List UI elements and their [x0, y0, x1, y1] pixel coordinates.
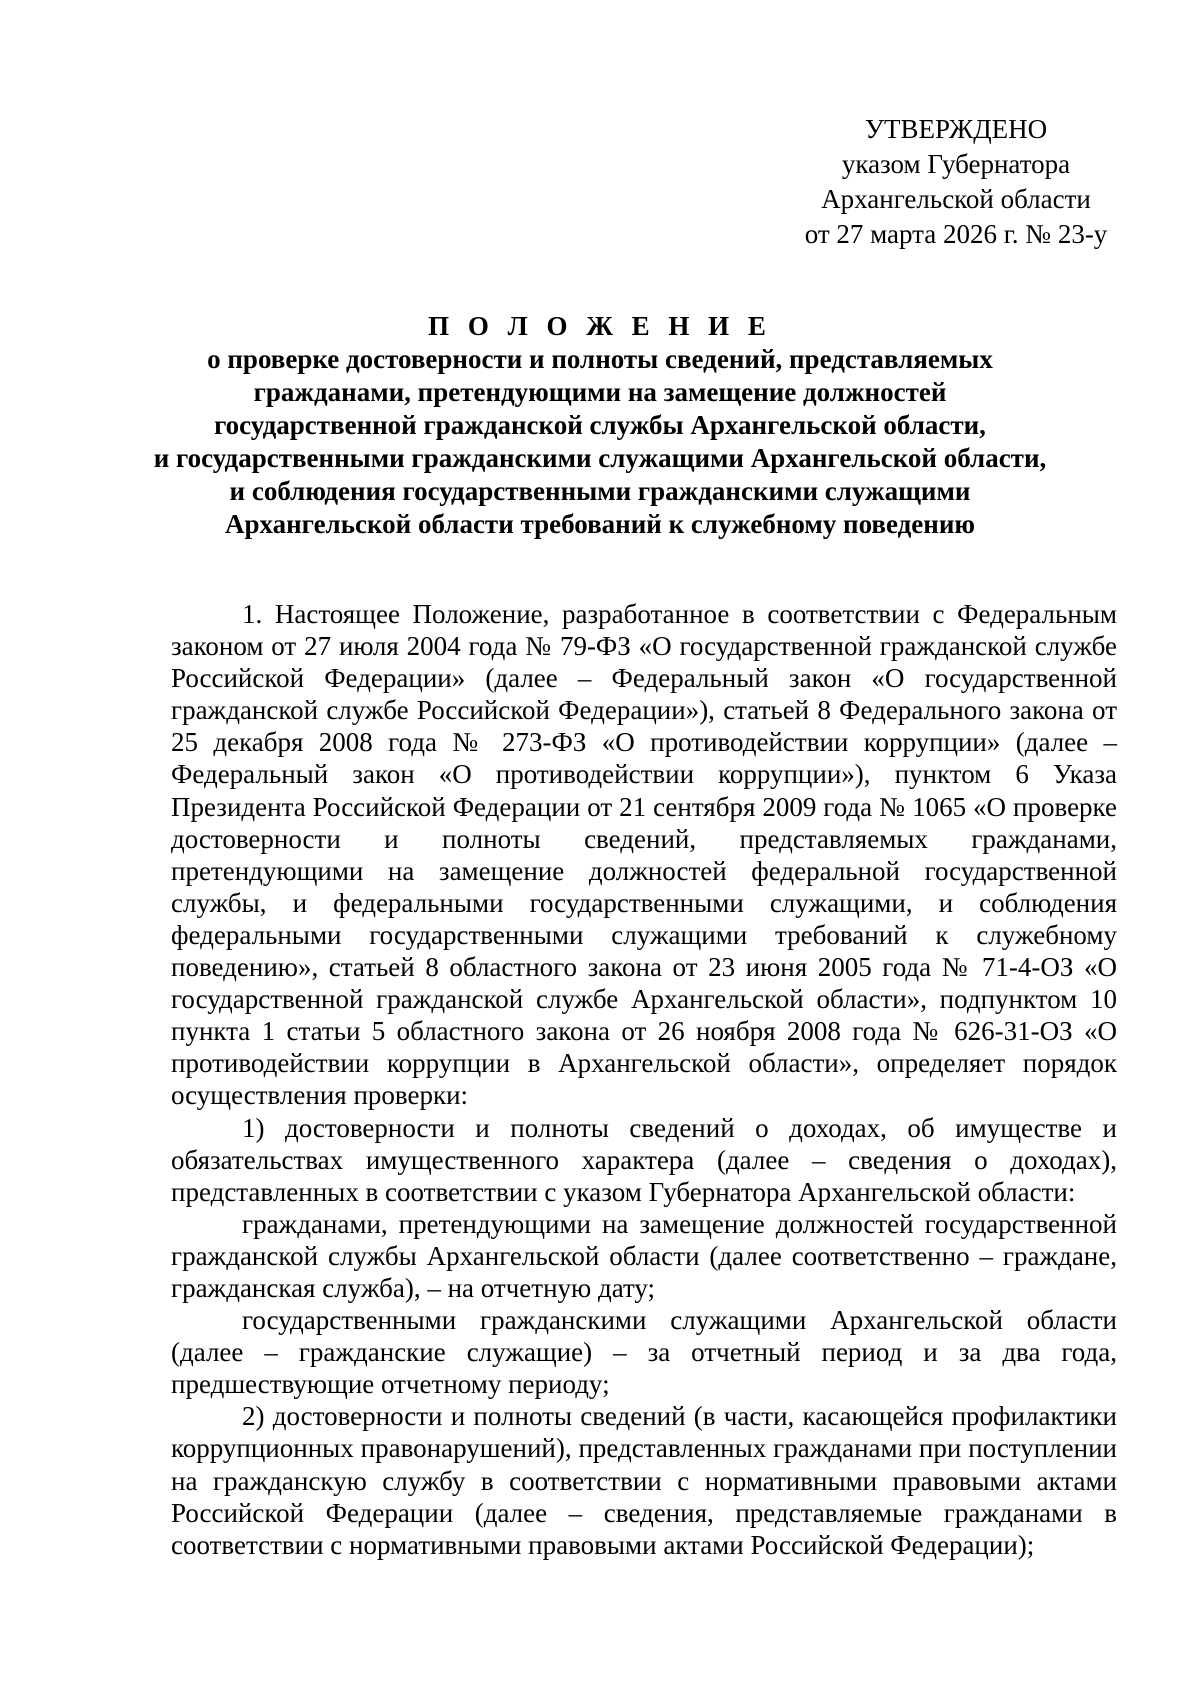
paragraph: гражданами, претендующими на замещение должностей государственной гражданской службы Архангельской области (далее соответственно – граждане, гражданская служба), – на отчетную дату; — [171, 1208, 1117, 1303]
document-title — [100, 310, 1100, 541]
paragraph: 2) достоверности и полноты сведений (в части, касающейся профилактики коррупционных правонарушений), представленных гражданами при поступлении на гражданскую службу в соответствии с нормативными правовыми актами Российской Федерации (далее – сведения, представляемые гражданами в соответствии с нормативными правовыми актами Российской Федерации); — [171, 1401, 1117, 1560]
document-subject — [100, 343, 1100, 541]
approval-stamp — [780, 112, 1132, 252]
paragraph: 1. Настоящее Положение, разработанное в соответствии с Федеральным законом от 27 июля 2004 года № 79-ФЗ «О государственной гражданской службе Российской Федерации» (далее – Федеральный закон «О государственной гражданской службе Российской Федерации»), статьей 8 Федерального закона от 25 декабря 2008 года № 273-ФЗ «О противодействии коррупции» (далее – Федеральный закон «О противодействии коррупции»), пунктом 6 Указа Президента Российской Федерации от 21 сентября 2009 года № 1065 «О проверке достоверности и полноты сведений, представляемых гражданами, претендующими на замещение должностей федеральной государственной службы, и федеральными государственными служащими, и соблюдения федеральными государственными служащими требований к служебному поведению», статьей 8 областного закона от 23 июня 2005 года № 71-4-ОЗ «О государственной гражданской службе Архангельской области», подпунктом 10 пункта 1 статьи 5 областного закона от 26 ноября 2008 года № 626-31-ОЗ «О противодействии коррупции в Архангельской области», определяет порядок осуществления проверки: — [171, 599, 1117, 1111]
approval-date-number: от 27 марта 2026 г. № 23-у — [804, 219, 1108, 249]
title-line: и государственными гражданскими служащими Архангельской области, — [153, 443, 1047, 473]
title-line: о проверке достоверности и полноты сведений, представляемых — [207, 344, 993, 374]
approval-heading: УТВЕРЖДЕНО — [864, 114, 1048, 144]
paragraph: 1) достоверности и полноты сведений о доходах, об имуществе и обязательствах имущественного характера (далее – сведения о доходах), представленных в соответствии с указом Губернатора Архангельской области: — [171, 1112, 1117, 1207]
title-line: Архангельской области требований к служебному поведению — [224, 509, 976, 539]
document-body — [171, 598, 1117, 1561]
paragraph: государственными гражданскими служащими Архангельской области (далее – гражданские служащие) – за отчетный период и за два года, предшествующие отчетному периоду; — [171, 1305, 1117, 1400]
title-line: государственной гражданской службы Архангельской области, — [214, 410, 986, 440]
approval-decree: указом Губернатора — [841, 149, 1071, 179]
approval-region: Архангельской области — [821, 184, 1091, 214]
title-line: и соблюдения государственными гражданскими служащими — [229, 476, 971, 506]
title-line: гражданами, претендующими на замещение должностей — [253, 377, 947, 407]
document-type: П О Л О Ж Е Н И Е — [428, 311, 772, 341]
